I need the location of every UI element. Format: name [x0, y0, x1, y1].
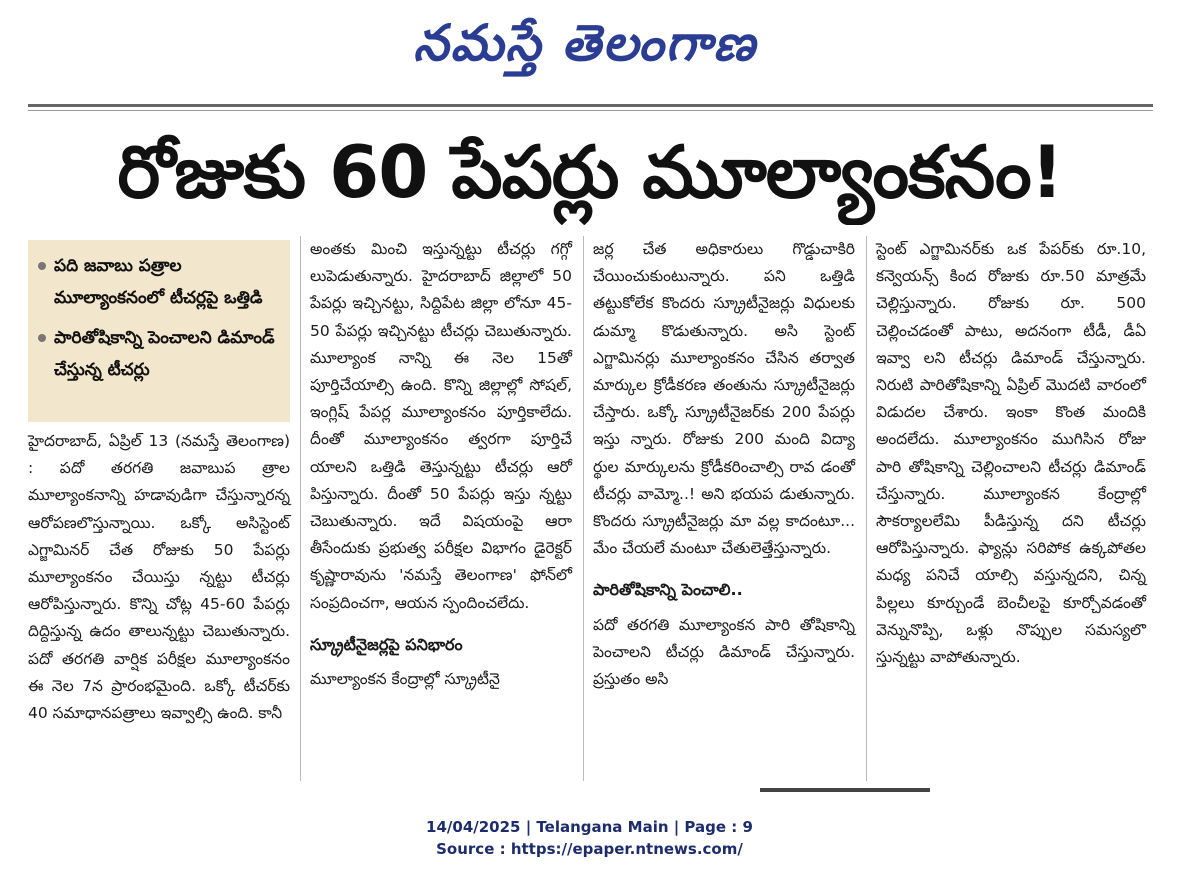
highlight-item [38, 250, 282, 314]
footer-source-link[interactable]: Source : https://epaper.ntnews.com/ [436, 840, 743, 858]
highlight-text: పది జవాబు పత్రాల మూల్యాంకనంలో టీచర్లపై ఒత్తిడి [54, 256, 263, 308]
bullet-icon [38, 334, 46, 342]
newspaper-logo: నమస్తే తెలంగాణ [413, 14, 757, 72]
column-divider [300, 236, 301, 781]
article-headline: రోజుకు 60 పేపర్లు మూల్యాంకనం! [117, 130, 1063, 214]
article-column-3 [593, 236, 855, 693]
highlight-item [38, 322, 282, 386]
masthead-rule [28, 104, 1153, 107]
cropped-fragment [760, 788, 930, 792]
masthead [0, 0, 1179, 100]
article-column-4 [876, 236, 1146, 671]
column-text: హైదరాబాద్, ఏప్రిల్ 13 (నమస్తే తెలంగాణ) : పదో తరగతి జవాబుప త్రాల మూల్యాంకనాన్ని హడావుడిగా చేస్తున్నారన్న ఆరోపణలొస్తున్నాయి. ఒక్కో అసిస్టెంట్ ఎగ్జామినర్ చేత రోజుకు 50 పేపర్లు మూల్యాంకనం చేయిస్తు న్నట్టు టీచర్లు ఆరోపిస్తున్నారు. కొన్ని చోట్ల 45-60 పేపర్లు దిద్దిస్తున్న ఉదం తాలున్నట్టు చెబుతున్నారు. పదో తరగతి వార్షిక పరీక్షల మూల్యాంకనం ఈ నెల 7న ప్రారంభమైంది. ఒక్కో టీచర్‌కు 40 సమాధానపత్రాలు ఇవ్వాల్సి ఉంది. కానీ [28, 432, 290, 723]
bullet-icon [38, 262, 46, 270]
page-footer [0, 816, 1179, 860]
subheading: స్క్రూటీనైజర్లపై పనిభారం [310, 634, 463, 654]
column-text: జర్ల చేత అధికారులు గొడ్డుచాకిరి చేయించుకుంటున్నారు. పని ఒత్తిడి తట్టుకోలేక కొందరు స్క్రూటీనైజర్లు విధులకు డుమ్మా కొడుతున్నారు. అసి స్టెంట్ ఎగ్జామినర్లు మూల్యాంకనం చేసిన తర్వాత మార్కుల క్రోడీకరణ తంతును స్క్రూటీనైజర్లు చేస్తారు. ఒక్కో స్క్రూటీనైజర్‌కు 200 పేపర్లు ఇస్తు న్నారు. రోజుకు 200 మంది విద్యా ర్థుల మార్కులను క్రోడీకరించాల్సి రావ డంతో టీచర్లు వామ్మో..! అని భయప డుతున్నారు. కొందరు స్క్రూటీనైజర్లు మా వల్ల కాదంటూ... మేం చేయలే మంటూ చేతులెత్తేస్తున్నారు. [593, 240, 855, 558]
subheading: పారితోషికాన్ని పెంచాలి.. [593, 580, 743, 600]
masthead-rule-thin [28, 110, 1153, 111]
footer-date-page: 14/04/2025 | Telangana Main | Page : 9 [426, 818, 753, 836]
column-text: అంతకు మించి ఇస్తున్నట్టు టీచర్లు గగ్గో లుపెడుతున్నారు. హైదరాబాద్ జిల్లాలో 50 పేపర్లు ఇచ్చినట్టు, సిద్దిపేట జిల్లా లోనూ 45-50 పేపర్లు ఇచ్చినట్టు టీచర్లు చెబుతున్నారు. మూల్యాంక నాన్ని ఈ నెల 15తో పూర్తిచేయాల్సి ఉంది. కొన్ని జిల్లాల్లో సోషల్, ఇంగ్లిష్ పేపర్ల మూల్యాంకనం పూర్తికాలేదు. దీంతో మూల్యాంకనం త్వరగా పూర్తిచే యాలని ఒత్తిడి తెస్తున్నట్టు టీచర్లు ఆరో పిస్తున్నారు. దీంతో 50 పేపర్లు ఇస్తు న్నట్టు చెబుతున్నారు. ఇదే విషయంపై ఆరా తీసేందుకు ప్రభుత్వ పరీక్షల విభాగం డైరెక్టర్ కృష్ణారావును 'నమస్తే తెలంగాణ' ఫోన్‌లో సంప్రదించగా, ఆయన స్పందించలేదు. [310, 240, 572, 612]
column-text: పదో తరగతి మూల్యాంకన పారి తోషికాన్ని పెంచాలని టీచర్లు డిమాండ్ చేస్తున్నారు. ప్రస్తుతం అసి [593, 615, 855, 689]
article-column-1 [28, 428, 290, 727]
article-column-2 [310, 236, 572, 693]
column-text: మూల్యాంకన కేంద్రాల్లో స్క్రూటీనై [310, 670, 500, 689]
column-divider [866, 236, 867, 781]
highlight-text: పారితోషికాన్ని పెంచాలని డిమాండ్ చేస్తున్న టీచర్లు [54, 328, 275, 380]
column-divider [583, 236, 584, 781]
highlights-box [28, 240, 290, 422]
column-text: స్టెంట్ ఎగ్జామినర్‌కు ఒక పేపర్‌కు రూ.10, కన్వెయన్స్ కింద రోజుకు రూ.50 మాత్రమే చెల్లిస్తున్నారు. రోజుకు రూ. 500 చెల్లించడంతో పాటు, అదనంగా టీడీ, డీఏ ఇవ్వా లని టీచర్లు డిమాండ్ చేస్తున్నారు. నిరుటి పారితోషికాన్ని ఏప్రిల్ మొదటి వారంలో విడుదల చేశారు. ఇంకా కొంత మందికి అందలేదు. మూల్యాంకనం ముగిసిన రోజు పారి తోషికాన్ని చెల్లించాలని టీచర్లు డిమాండ్ చేస్తున్నారు. మూల్యాంకన కేంద్రాల్లో సౌకర్యాలలేమి పీడిస్తున్న దని టీచర్లు ఆరోపిస్తున్నారు. ఫ్యాన్లు సరిపోక ఉక్కపోతల మధ్య పనిచే యాల్సి వస్తున్నదని, చిన్న పిల్లలు కూర్చుండే బెంచీలపై కూర్చోవడంతో వెన్నునొప్పి, ఒళ్లు నొప్పుల సమస్యలొ స్తున్నట్టు వాపోతున్నారు. [876, 240, 1146, 667]
